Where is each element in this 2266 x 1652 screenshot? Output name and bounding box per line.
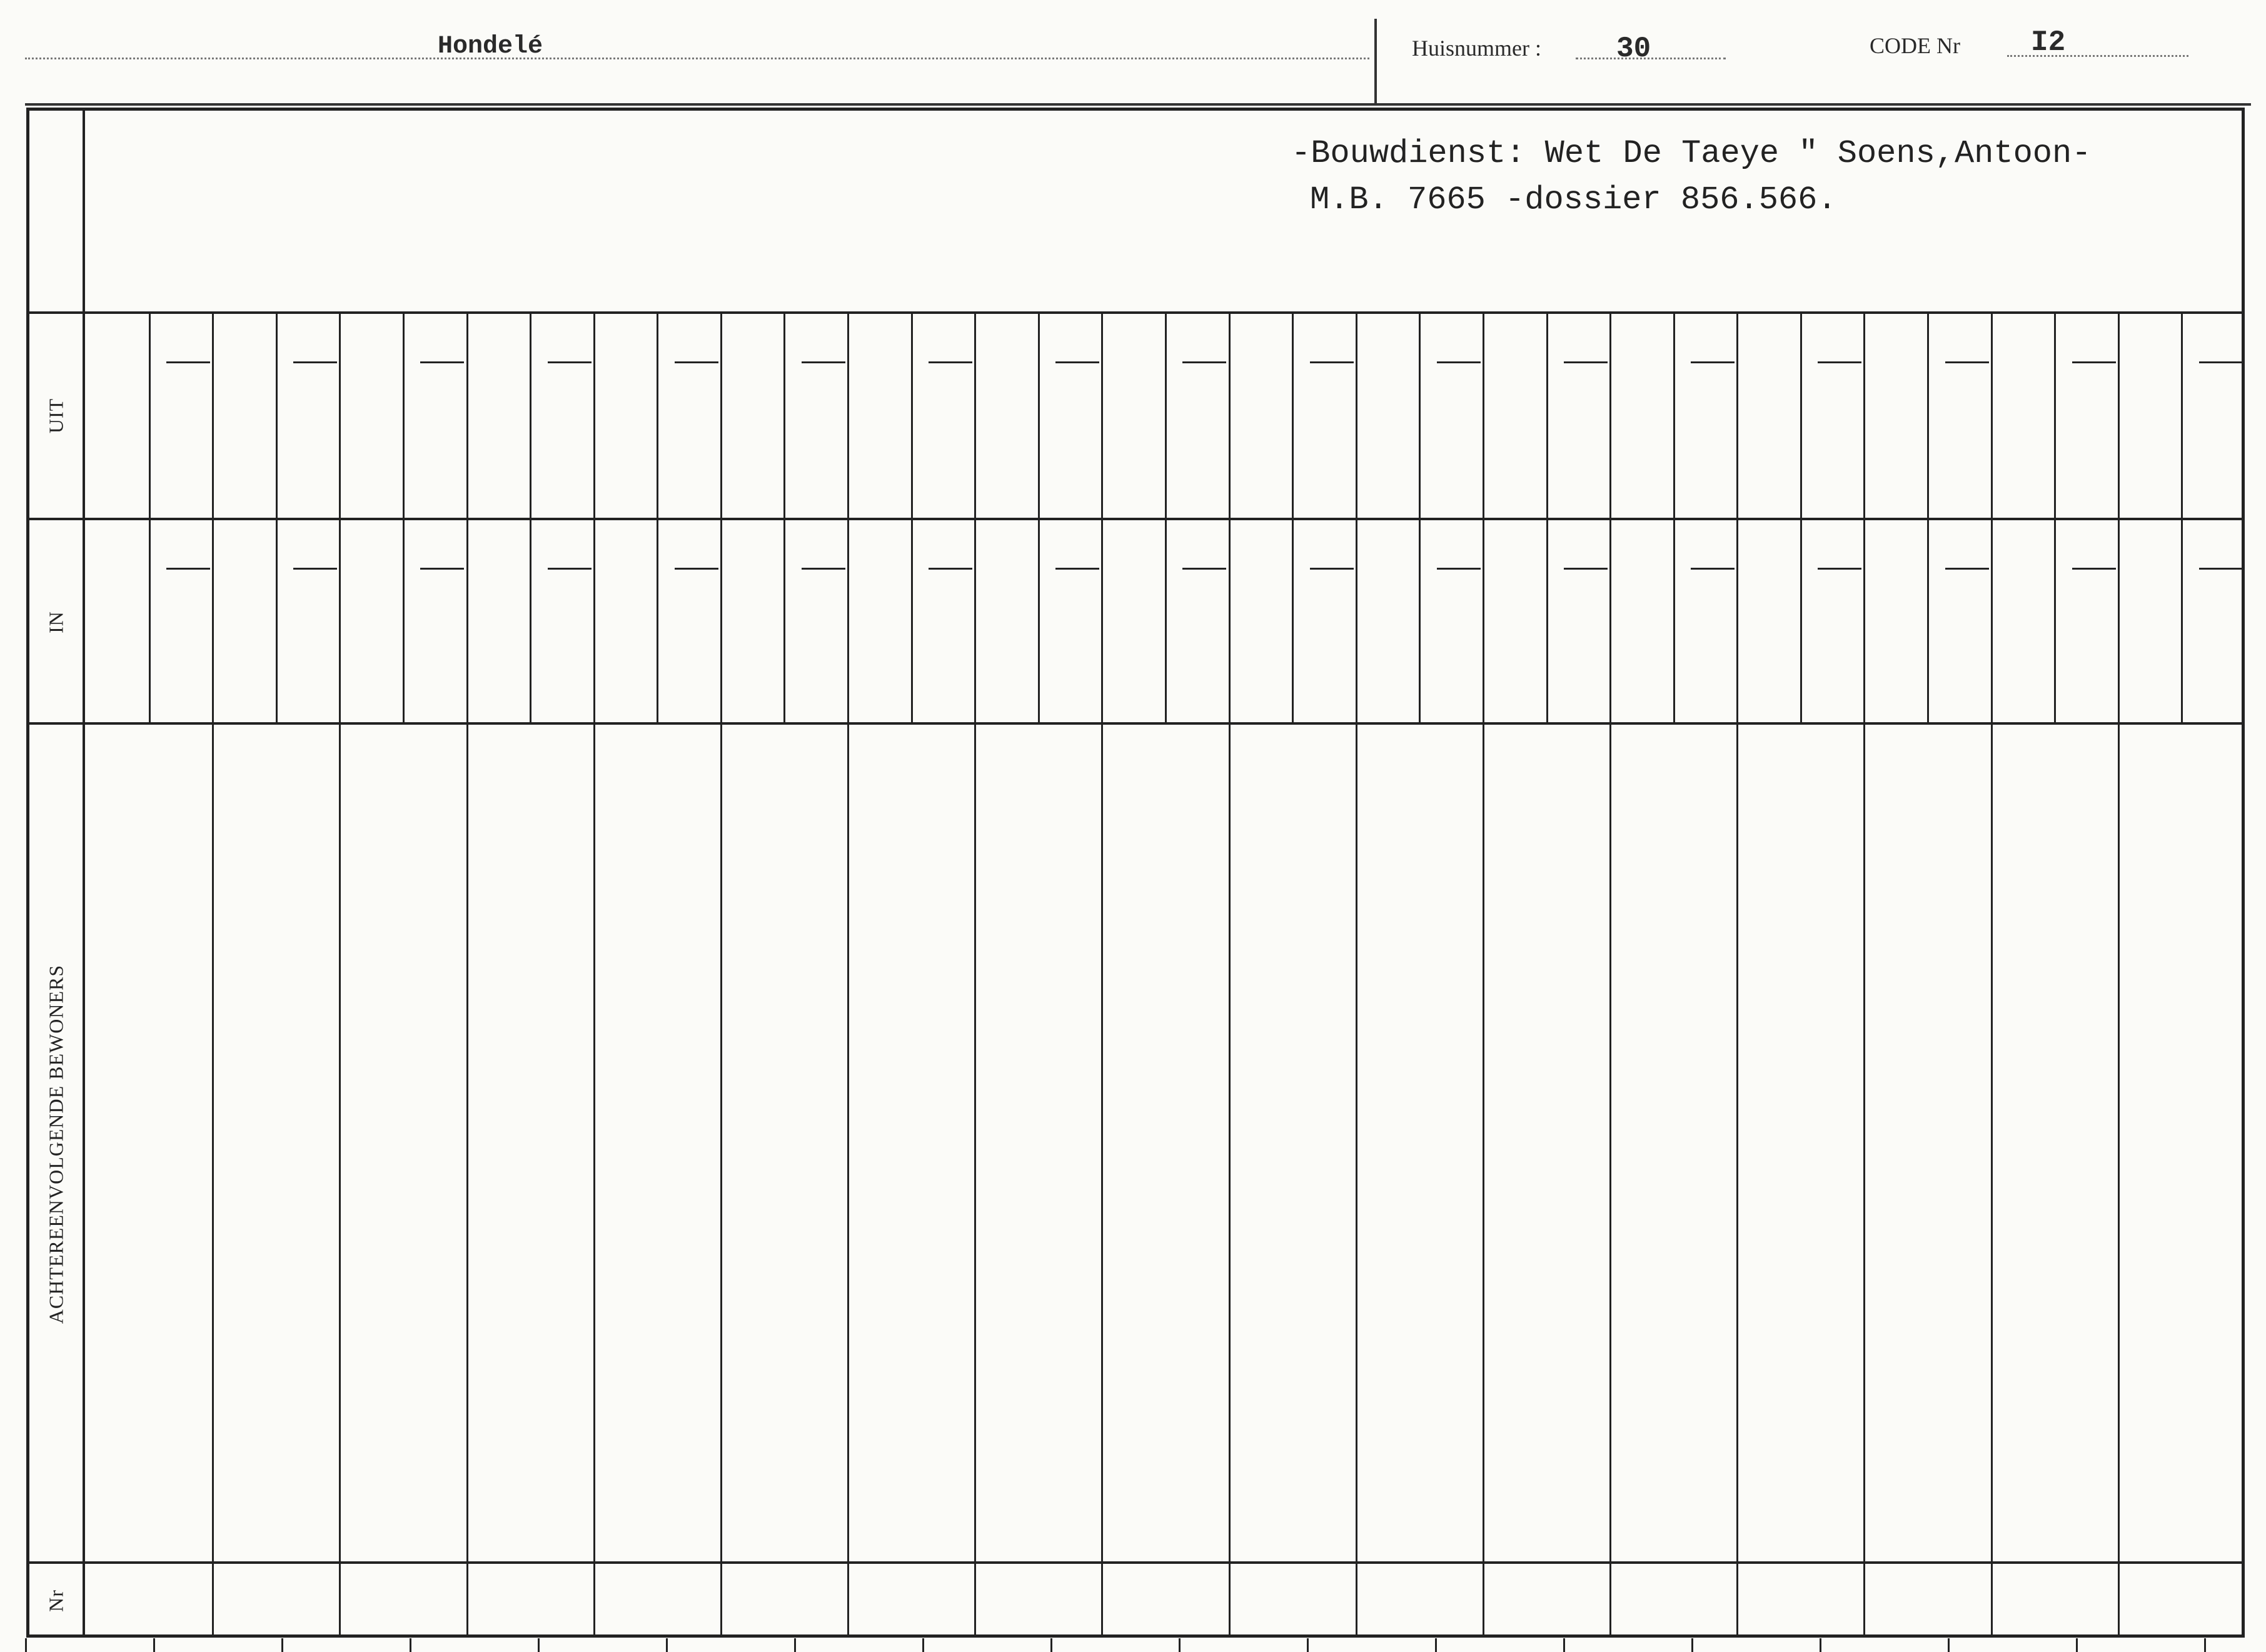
date-dash-uit <box>166 361 210 363</box>
column-divider <box>1483 313 1484 1637</box>
column-divider <box>1609 313 1611 1637</box>
rule-uit-section <box>28 518 2245 520</box>
ruler-tick <box>922 1638 924 1652</box>
date-dash-in <box>1818 568 1861 570</box>
date-dash-uit <box>1818 361 1861 363</box>
note-line-2: M.B. 7665 -dossier 856.566. <box>1310 181 1837 218</box>
ruler-tick <box>1563 1638 1565 1652</box>
row-label-nr: Nr <box>44 1589 68 1612</box>
date-subdivider-in <box>276 519 278 723</box>
date-dash-in <box>166 568 210 570</box>
date-subdivider-uit <box>1038 313 1040 519</box>
date-subdivider-in <box>783 519 785 723</box>
ruler-tick <box>1179 1638 1181 1652</box>
date-subdivider-uit <box>2054 313 2056 519</box>
date-subdivider-in <box>1419 519 1421 723</box>
date-subdivider-in <box>2054 519 2056 723</box>
date-subdivider-uit <box>1800 313 1802 519</box>
house-number-label: Huisnummer : <box>1412 36 1541 61</box>
date-dash-uit <box>420 361 464 363</box>
date-dash-in <box>2199 568 2243 570</box>
row-label-bewoners: ACHTEREENVOLGENDE BEWONERS <box>44 964 68 1324</box>
column-divider <box>1863 313 1865 1637</box>
date-dash-in <box>548 568 592 570</box>
column-divider <box>720 313 722 1637</box>
note-line-1: -Bouwdienst: Wet De Taeye " Soens,Antoon- <box>1291 135 2092 172</box>
date-subdivider-uit <box>276 313 278 519</box>
date-subdivider-in <box>1165 519 1167 723</box>
date-subdivider-in <box>1673 519 1675 723</box>
date-subdivider-uit <box>911 313 913 519</box>
form-frame <box>26 108 2245 1638</box>
date-subdivider-in <box>1546 519 1548 723</box>
date-dash-in <box>1564 568 1608 570</box>
column-divider <box>1356 313 1357 1637</box>
row-label-uit: UIT <box>44 398 68 434</box>
date-subdivider-in <box>403 519 405 723</box>
date-subdivider-uit <box>1673 313 1675 519</box>
date-dash-uit <box>2072 361 2116 363</box>
date-subdivider-uit <box>1546 313 1548 519</box>
ruler-tick <box>410 1638 411 1652</box>
date-subdivider-in <box>911 519 913 723</box>
ruler-tick <box>2204 1638 2206 1652</box>
date-subdivider-uit <box>1292 313 1294 519</box>
date-subdivider-in <box>1038 519 1040 723</box>
date-dash-uit <box>802 361 845 363</box>
column-divider <box>974 313 976 1637</box>
date-subdivider-uit <box>149 313 151 519</box>
ruler-tick <box>281 1638 283 1652</box>
date-dash-uit <box>929 361 972 363</box>
date-dash-in <box>802 568 845 570</box>
column-divider <box>847 313 849 1637</box>
rule-top-section <box>28 311 2245 314</box>
ruler-tick <box>1948 1638 1950 1652</box>
date-subdivider-in <box>2181 519 2183 723</box>
date-dash-uit <box>1691 361 1735 363</box>
date-subdivider-uit <box>1927 313 1929 519</box>
date-subdivider-in <box>1927 519 1929 723</box>
date-dash-uit <box>293 361 337 363</box>
date-dash-uit <box>1182 361 1226 363</box>
date-subdivider-uit <box>403 313 405 519</box>
header-rule <box>25 103 2251 106</box>
date-dash-uit <box>1945 361 1989 363</box>
ruler-tick <box>1050 1638 1052 1652</box>
ruler-tick <box>794 1638 796 1652</box>
ruler-tick <box>1435 1638 1437 1652</box>
ruler-tick <box>153 1638 155 1652</box>
column-divider <box>1991 313 1993 1637</box>
date-dash-in <box>1945 568 1989 570</box>
date-subdivider-in <box>1800 519 1802 723</box>
street-name: Hondelé <box>438 33 543 61</box>
date-dash-in <box>1691 568 1735 570</box>
rule-in-section <box>28 722 2245 725</box>
date-dash-uit <box>1564 361 1608 363</box>
row-label-column <box>28 110 85 1636</box>
column-divider <box>1229 313 1231 1637</box>
date-subdivider-uit <box>2181 313 2183 519</box>
date-subdivider-in <box>149 519 151 723</box>
rule-bewoners-section <box>28 1561 2245 1564</box>
column-divider <box>466 313 468 1637</box>
date-dash-uit <box>675 361 718 363</box>
date-subdivider-uit <box>657 313 658 519</box>
date-subdivider-uit <box>1419 313 1421 519</box>
date-dash-in <box>1310 568 1354 570</box>
date-subdivider-uit <box>1165 313 1167 519</box>
date-subdivider-in <box>1292 519 1294 723</box>
ruler-tick <box>2076 1638 2078 1652</box>
ruler-tick <box>538 1638 540 1652</box>
date-dash-in <box>1055 568 1099 570</box>
date-subdivider-in <box>657 519 658 723</box>
row-label-in: IN <box>44 611 68 633</box>
ruler-tick <box>25 1638 27 1652</box>
ruler-tick <box>1307 1638 1309 1652</box>
date-dash-uit <box>1310 361 1354 363</box>
column-divider <box>1736 313 1738 1637</box>
column-divider <box>2118 313 2120 1637</box>
column-divider <box>593 313 595 1637</box>
date-dash-in <box>293 568 337 570</box>
ruler-tick <box>666 1638 668 1652</box>
date-dash-in <box>1437 568 1481 570</box>
date-dash-in <box>675 568 718 570</box>
column-divider <box>339 313 341 1637</box>
date-subdivider-uit <box>530 313 531 519</box>
date-dash-uit <box>1055 361 1099 363</box>
column-divider <box>212 313 214 1637</box>
date-dash-in <box>420 568 464 570</box>
date-subdivider-uit <box>783 313 785 519</box>
date-subdivider-in <box>530 519 531 723</box>
date-dash-uit <box>2199 361 2243 363</box>
street-dotted-line <box>25 58 1369 59</box>
date-dash-in <box>929 568 972 570</box>
code-label: CODE Nr <box>1870 33 1960 58</box>
header-divider <box>1374 19 1377 103</box>
column-divider <box>1101 313 1103 1637</box>
date-dash-uit <box>1437 361 1481 363</box>
date-dash-in <box>2072 568 2116 570</box>
code-value: I2 <box>2031 26 2066 59</box>
date-dash-in <box>1182 568 1226 570</box>
date-dash-uit <box>548 361 592 363</box>
ruler-tick <box>1691 1638 1693 1652</box>
house-number-value: 30 <box>1616 33 1651 65</box>
ruler-tick <box>1820 1638 1821 1652</box>
